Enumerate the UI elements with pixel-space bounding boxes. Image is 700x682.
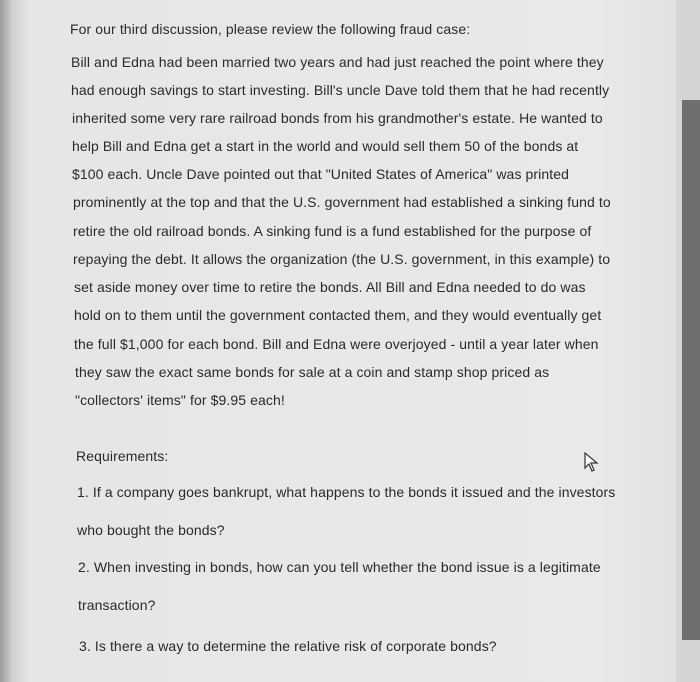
case-line: the full $1,000 for each bond. Bill and Edna were overjoyed - until a year later when xyxy=(74,336,599,352)
case-line: $100 each. Uncle Dave pointed out that "United States of America" was printed xyxy=(72,166,570,182)
case-line: prominently at the top and that the U.S. government had established a sinking fund to xyxy=(73,194,611,210)
intro-text: For our third discussion, please review the following fraud case: xyxy=(70,21,471,37)
mouse-pointer-icon xyxy=(584,452,600,472)
case-line: set aside money over time to retire the bonds. All Bill and Edna needed to do was xyxy=(74,279,586,295)
case-line: hold on to them until the government contacted them, and they would eventually get xyxy=(74,307,602,323)
scrollbar-thumb[interactable] xyxy=(682,100,700,640)
case-line: inherited some very rare railroad bonds from his grandmother's estate. He wanted to xyxy=(72,110,603,126)
requirement-item: 2. When investing in bonds, how can you tell whether the bond issue is a legitimate xyxy=(78,559,601,575)
case-line: repaying the debt. It allows the organization (the U.S. government, in this example) to xyxy=(73,251,611,267)
case-line: help Bill and Edna get a start in the world and would sell them 50 of the bonds at xyxy=(72,138,579,154)
case-line: "collectors' items" for $9.95 each! xyxy=(75,392,285,408)
requirement-item: who bought the bonds? xyxy=(77,522,225,538)
requirement-item: transaction? xyxy=(78,597,156,613)
case-line: retire the old railroad bonds. A sinking fund is a fund established for the purpose of xyxy=(73,223,592,239)
requirement-item: 3. Is there a way to determine the relative risk of corporate bonds? xyxy=(79,638,497,654)
case-line: Bill and Edna had been married two years and had just reached the point where they xyxy=(71,54,604,70)
requirements-heading: Requirements: xyxy=(76,448,169,464)
requirement-item: 1. If a company goes bankrupt, what happens to the bonds it issued and the investors xyxy=(77,484,616,500)
case-line: had enough savings to start investing. Bill's uncle Dave told them that he had recently xyxy=(71,82,610,98)
case-line: they saw the exact same bonds for sale at a coin and stamp shop priced as xyxy=(75,364,550,380)
